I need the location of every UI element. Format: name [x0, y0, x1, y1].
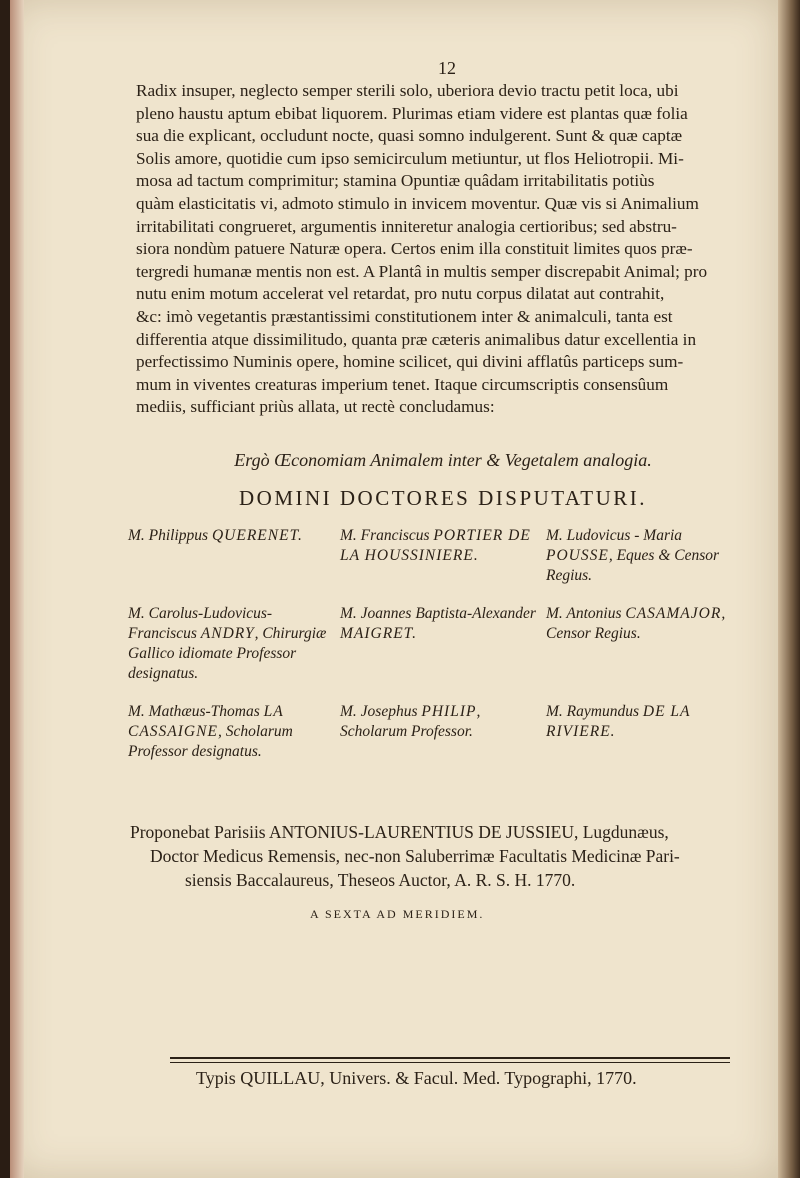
- doctor-entry: [340, 604, 546, 684]
- doctor-surname: ANDRY: [200, 625, 255, 642]
- body-line: siora nondùm patuere Naturæ opera. Certos enim illa constituit limites quos præ-: [136, 239, 693, 259]
- divider: [170, 1057, 730, 1059]
- doctor-given-names: M. Mathæus-Thomas: [128, 703, 264, 720]
- doctor-title: , Scholarum Professor.: [340, 703, 481, 740]
- doctor-entry: [340, 526, 546, 586]
- body-line: mum in viventes creaturas imperium tenet. Itaque circumscriptis consensûum: [136, 374, 669, 394]
- doctor-given-names: M. Philippus: [128, 527, 212, 544]
- imprint-line: siensis Baccalaureus, Theseos Auctor, A. R. S. H. 1770.: [185, 870, 576, 890]
- doctor-title: , Eques & Censor Regius.: [546, 547, 720, 584]
- doctor-title: , Chirurgiæ Gallico idiomate Professor designatus.: [128, 625, 327, 682]
- doctor-given-names: M. Ludovicus - Maria: [546, 527, 683, 544]
- conclusion-line: Ergò Œconomiam Animalem inter & Vegetalem analogia.: [234, 450, 652, 470]
- body-line: pleno haustu aptum ebibat liquorem. Plurimas etiam videre est plantas quæ folia: [136, 103, 688, 123]
- body-line: differentia atque dissimilitudo, quanta præ cæteris animalibus datur excellentia in: [136, 329, 697, 349]
- doctor-surname: LA CASSAIGNE: [128, 703, 284, 740]
- body-line: mosa ad tactum comprimitur; stamina Opuntiæ quâdam irritabilitatis potiùs: [136, 171, 655, 191]
- section-heading: DOMINI DOCTORES DISPUTATURI.: [238, 486, 648, 510]
- imprint-line: Doctor Medicus Remensis, nec-non Saluberrimæ Facultatis Medicinæ Pari-: [150, 846, 680, 866]
- session-time: A SEXTA AD MERIDIEM.: [310, 907, 485, 921]
- book-edge: [778, 0, 800, 1178]
- page-number: 12: [438, 58, 456, 78]
- doctor-title: , Censor Regius.: [546, 605, 726, 642]
- divider: [170, 1062, 730, 1063]
- doctor-given-names: M. Joannes Baptista-Alexander: [340, 605, 536, 622]
- body-line: mediis, sufficiant priùs allata, ut rectè concludamus:: [136, 397, 495, 417]
- doctor-surname: QUERENET.: [211, 527, 303, 544]
- doctor-entry: [128, 526, 340, 586]
- doctor-surname: POUSSE: [546, 547, 609, 564]
- doctor-given-names: M. Franciscus: [340, 527, 434, 544]
- doctors-list: [128, 526, 750, 762]
- doctor-given-names: M. Raymundus: [546, 703, 643, 720]
- body-line: nutu enim motum accelerat vel retardat, pro nutu corpus dilatat aut contrahit,: [136, 284, 665, 304]
- body-line: &c: imò vegetantis præstantissimi constitutionem inter & animalculi, tanta est: [136, 306, 673, 326]
- doctor-entry: [128, 702, 340, 762]
- body-line: sua die explicant, occludunt nocte, quasi somno indulgerent. Sunt & quæ captæ: [136, 126, 683, 146]
- doctor-surname: DE LA RIVIERE.: [546, 703, 691, 740]
- body-line: tergredi humanæ mentis non est. A Plantâ in multis semper discrepabit Animal; pro: [136, 261, 708, 281]
- doctor-entry: [340, 702, 546, 762]
- page: [10, 0, 778, 1178]
- doctor-entry: [546, 702, 750, 762]
- doctor-given-names: M. Josephus: [340, 703, 422, 720]
- page-gutter: [10, 0, 24, 1178]
- doctor-entry: [128, 604, 340, 684]
- body-line: Solis amore, quotidie cum ipso semicirculum metiuntur, ut flos Heliotropii. Mi-: [136, 148, 684, 168]
- doctor-given-names: M. Antonius: [546, 605, 626, 622]
- doctor-entry: [546, 604, 750, 684]
- doctor-entry: [546, 526, 750, 586]
- imprint-paragraph: [130, 820, 750, 892]
- doctor-surname: CASAMAJOR: [625, 605, 722, 622]
- imprint-line: Proponebat Parisiis ANTONIUS-LAURENTIUS DE JUSSIEU, Lugdunæus,: [130, 822, 669, 842]
- doctor-title: , Scholarum Professor designatus.: [128, 723, 293, 760]
- body-line: perfectissimo Numinis opere, homine scilicet, qui divini afflatûs particeps sum-: [136, 352, 684, 372]
- body-line: irritabilitati congrueret, argumentis inniteretur analogia certioribus; sed abstru-: [136, 216, 677, 236]
- body-paragraph: [136, 80, 750, 419]
- doctor-given-names: M. Carolus-Ludovicus-Franciscus: [128, 605, 273, 642]
- printer-line: Typis QUILLAU, Univers. & Facul. Med. Typographi, 1770.: [196, 1068, 637, 1088]
- doctor-surname: MAIGRET.: [340, 625, 418, 642]
- doctor-surname: PHILIP: [421, 703, 477, 720]
- body-line: quàm elasticitatis vi, admoto stimulo in invicem moventur. Quæ vis si Animalium: [136, 193, 699, 213]
- body-line: Radix insuper, neglecto semper sterili solo, uberiora devio tractu petit loca, ubi: [136, 81, 679, 100]
- doctor-surname: PORTIER DE LA HOUSSINIERE.: [340, 527, 531, 564]
